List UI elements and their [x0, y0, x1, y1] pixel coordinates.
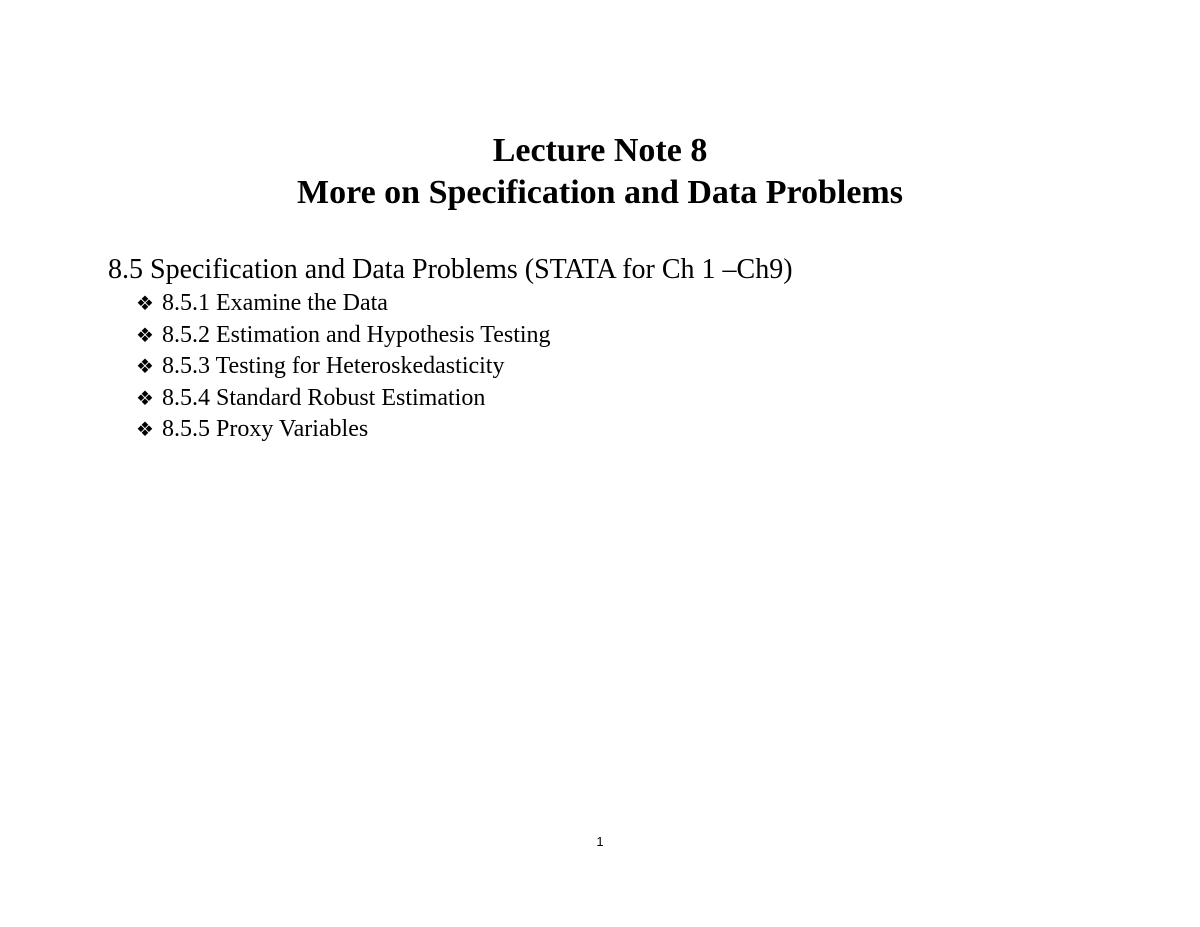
title-line-2: More on Specification and Data Problems: [297, 174, 903, 211]
list-item-label: 8.5.4 Standard Robust Estimation: [162, 384, 486, 411]
diamond-bullet-icon: ❖: [136, 291, 154, 315]
page-number: 1: [596, 834, 604, 849]
list-item-label: 8.5.3 Testing for Heteroskedasticity: [162, 353, 505, 379]
list-item: [136, 320, 551, 352]
list-item: [136, 288, 551, 320]
diamond-bullet-icon: ❖: [136, 322, 154, 347]
diamond-bullet-icon: ❖: [136, 385, 154, 410]
list-item-label: 8.5.5 Proxy Variables: [162, 416, 369, 442]
slide-title: [0, 130, 1200, 214]
diamond-bullet-icon: ❖: [136, 417, 154, 441]
topic-list: [136, 288, 551, 446]
list-item: [136, 414, 551, 446]
list-item-label: 8.5.1 Examine the Data: [162, 290, 388, 316]
list-item: [136, 351, 551, 383]
title-line-1: Lecture Note 8: [492, 132, 708, 169]
section-heading: 8.5 Specification and Data Problems (STATA for Ch 1 –Ch9): [108, 254, 793, 285]
list-item: [136, 383, 551, 415]
list-item-label: 8.5.2 Estimation and Hypothesis Testing: [162, 321, 551, 348]
diamond-bullet-icon: ❖: [136, 354, 154, 378]
